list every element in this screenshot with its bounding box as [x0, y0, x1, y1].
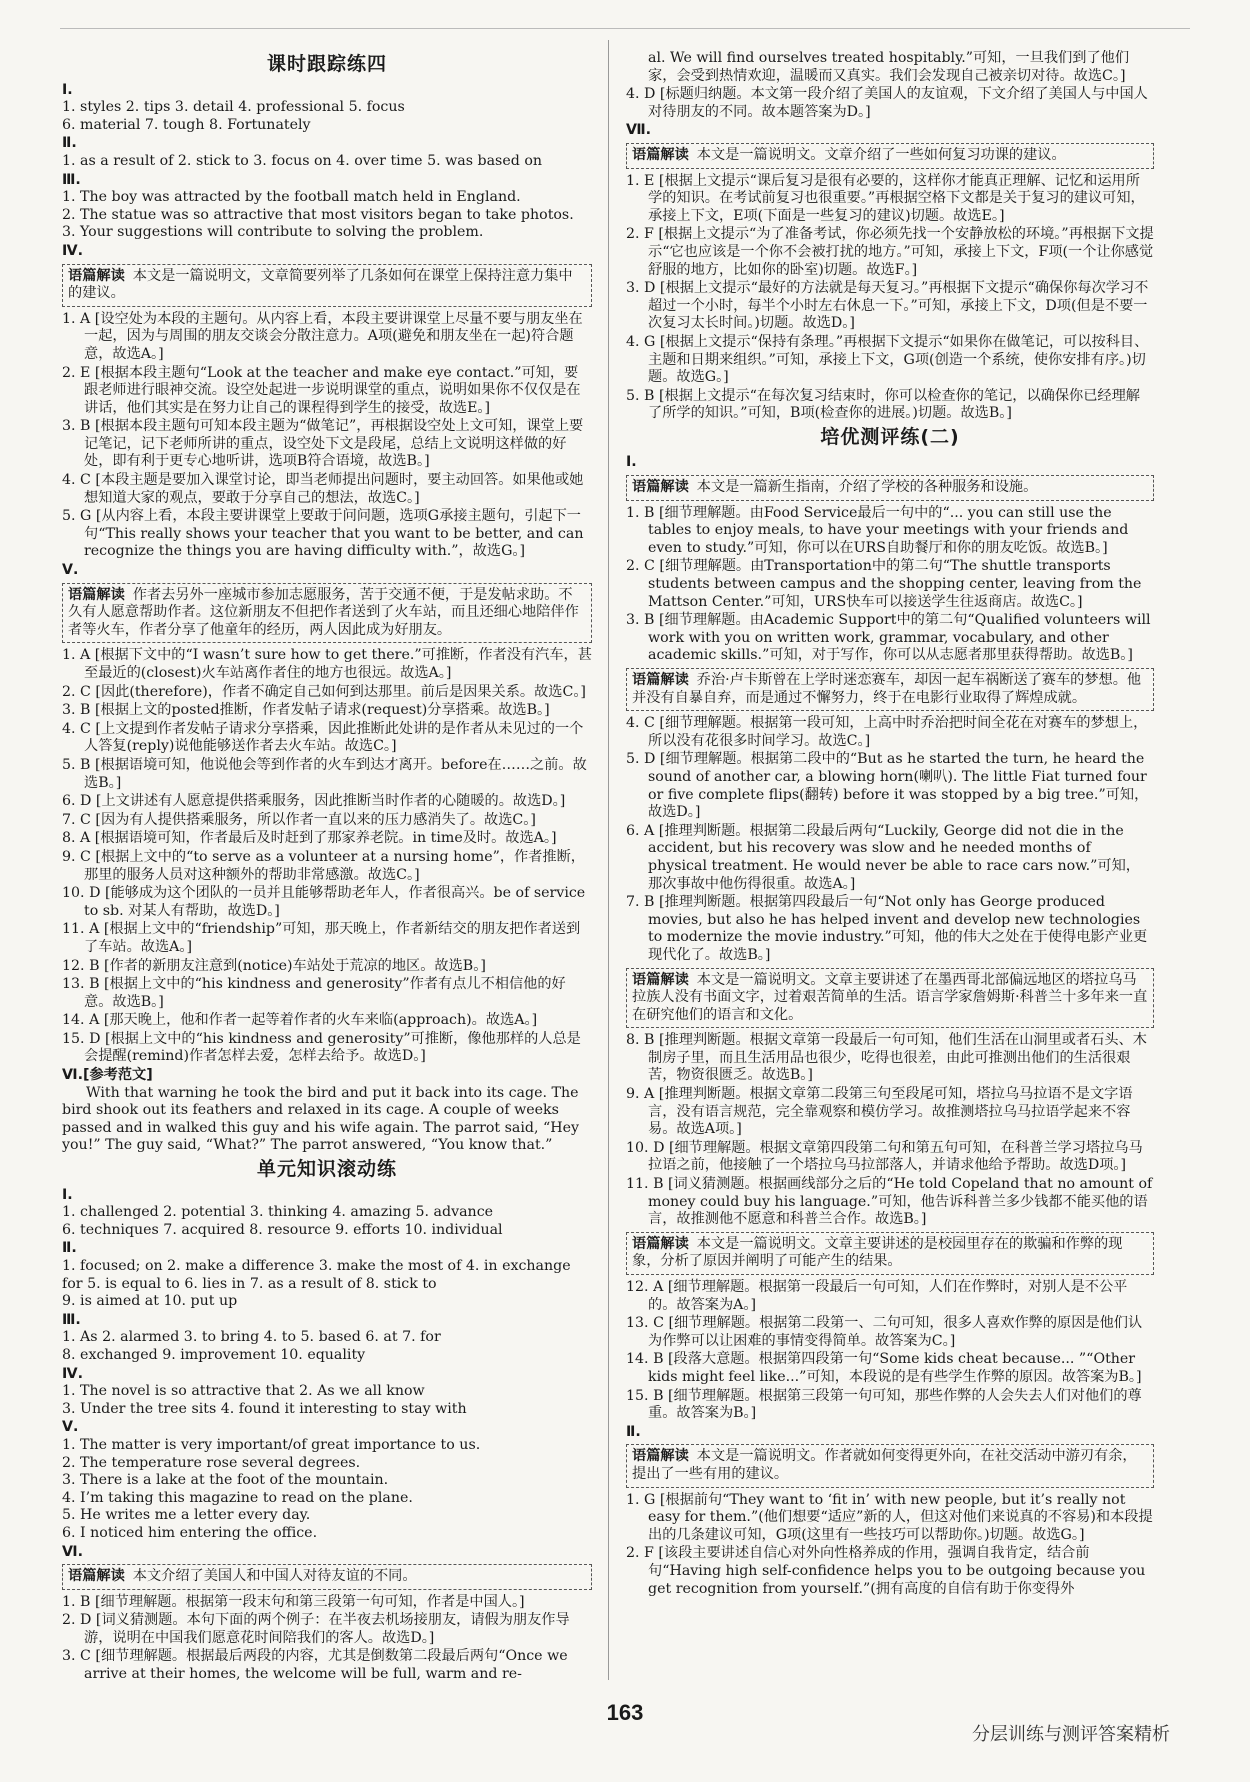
box-text: 乔治·卢卡斯曾在上学时迷恋赛车，却因一起车祸断送了赛车的梦想。他并没有自暴自弃，而是通过不懈努力，终于在电影行业取得了辉煌成就。: [632, 672, 1142, 706]
part-head: Ⅴ.: [62, 562, 79, 579]
box-text: 本文介绍了美国人和中国人对待友谊的不同。: [132, 1568, 417, 1585]
answer-item: 5. G [从内容上看，本段主要讲课堂上要敢于问问题，选项G承接主题句，引起下一句“This really shows your teacher that you want to be better, and can recognize the things you are having difficulty with.”，故选G。]: [62, 508, 584, 560]
answer-item: 3. B [细节理解题。由Academic Support中的第二句“Qualified volunteers will work with you on written work, grammar, vocabulary, and other academic skills.”可知，对于写作，你可以从志愿者那里获得帮助。故选B。]: [626, 612, 1151, 664]
passage-summary-box: [626, 475, 1154, 501]
box-label: 语篇解读: [632, 1235, 689, 1252]
passage-summary-box: [62, 583, 592, 644]
box-label: 语篇解读: [68, 586, 125, 603]
box-text: 本文是一篇说明文。文章主要讲述了在墨西哥北部偏远地区的塔拉乌马拉族人没有书面文字，过着艰苦简单的生活。语言学家詹姆斯·科普兰十多年来一直在研究他们的语言和文化。: [632, 971, 1148, 1023]
answer-item: 2. F [该段主要讲述自信心对外向性格养成的作用，强调自我肯定，结合前句“Having high self-confidence helps you to be outgoing because you get recognition from yourself.”(拥有高度的自信有助于你变得外: [626, 1545, 1146, 1597]
answer-item: 3. D [根据上文提示“最好的方法就是每天复习。”再根据下文提示“确保你每次学习不超过一个小时，每半个小时左右休息一下。”可知，承接上下文，D项(但是不要一次复习太长时间。)切题。故选D。]: [626, 280, 1149, 332]
answer-item: 1. B [细节理解题。根据第一段末句和第三段第一句可知，作者是中国人。]: [62, 1593, 525, 1610]
answer-line: 5. He writes me a letter every day.: [62, 1507, 311, 1524]
book-title: 分层训练与测评答案精析: [972, 1724, 1170, 1745]
answer-item: 14. A [那天晚上，他和作者一起等着作者的火车来临(approach)。故选A。]: [62, 1012, 538, 1029]
answer-line: 3. Under the tree sits 4. found it interesting to stay with: [62, 1400, 467, 1417]
box-label: 语篇解读: [68, 1568, 125, 1585]
part-head: Ⅲ.: [62, 171, 81, 188]
answer-item: 4. C [上文提到作者发帖子请求分享搭乘，因此推断此处讲的是作者从未见过的一个人答复(reply)说他能够送作者去火车站。故选C。]: [62, 720, 584, 755]
answer-line: 1. styles 2. tips 3. detail 4. professional 5. focus: [62, 99, 405, 116]
passage-summary-box: [626, 1232, 1154, 1275]
answer-line: 1. As 2. alarmed 3. to bring 4. to 5. based 6. at 7. for: [62, 1329, 441, 1346]
box-label: 语篇解读: [632, 672, 689, 688]
part-head: Ⅰ.: [62, 1186, 73, 1203]
passage-summary-box: [626, 1444, 1154, 1487]
answer-item: 4. C [本段主题是要加入课堂讨论，即当老师提出问题时，要主动回答。如果他或她想知道大家的观点，要敢于分享自己的想法，故选C。]: [62, 472, 584, 506]
box-label: 语篇解读: [68, 267, 125, 284]
answer-line: 1. challenged 2. potential 3. thinking 4. amazing 5. advance: [62, 1204, 494, 1221]
right-column: [626, 50, 1154, 1682]
answer-line: 6. techniques 7. acquired 8. resource 9. efforts 10. individual: [62, 1221, 503, 1238]
answer-item: 15. B [细节理解题。根据第三段第一句可知，那些作弊的人会失去人们对他们的尊重。故答案为B。]: [626, 1387, 1142, 1422]
answer-item: 2. C [因此(therefore)，作者不确定自己如何到达那里。前后是因果关系。故选C。]: [62, 683, 586, 700]
box-text: 本文是一篇说明文，文章简要列举了几条如何在课堂上保持注意力集中的建议。: [68, 267, 573, 302]
answer-line: 3. Your suggestions will contribute to solving the problem.: [62, 224, 484, 241]
answer-item: 10. D [细节理解题。根据文章第四段第二句和第五句可知，在科普兰学习塔拉乌马拉语之前，他接触了一个塔拉乌马拉部落人，并请求他给予帮助。故选D项。]: [626, 1139, 1143, 1174]
answer-line: 1. The boy was attracted by the football match held in England.: [62, 189, 521, 206]
answer-line: 1. The novel is so attractive that 2. As we all know: [62, 1383, 425, 1400]
answer-item: 8. B [推理判断题。根据文章第一段最后一句可知，他们生活在山洞里或者石头、木制房子里，而且生活用品也很少，吃得也很差，由此可推测出他们的生活很艰苦，物资很匮乏。故选B。]: [626, 1032, 1147, 1084]
answer-item: 1. A [根据下文中的“I wasn’t sure how to get there.”可推断，作者没有汽车，甚至最近的(closest)火车站离作者住的地方也很远。故选A。]: [62, 647, 592, 681]
passage-summary-box: [626, 968, 1154, 1029]
answer-line: 1. The matter is very important/of great importance to us.: [62, 1436, 481, 1453]
answer-line: 2. The statue was so attractive that most visitors began to take photos.: [62, 206, 574, 223]
answer-item: 8. A [根据语境可知，作者最后及时赶到了那家养老院。in time及时。故选A。]: [62, 830, 557, 847]
answer-item: 2. E [根据本段主题句“Look at the teacher and make eye contact.”可知，要跟老师进行眼神交流。设空处起进一步说明课堂的重点，说明如果你不仅仅是在讲话，他们其实是在努力让自己的课程得到学生的接受，故选E。]: [62, 364, 581, 416]
left-column: [62, 50, 592, 1682]
answer-line: 1. focused; on 2. make a difference 3. make the most of 4. in exchange for 5. is equal to 6. lies in 7. as a result of 8. stick to: [62, 1258, 571, 1292]
column-divider: [608, 40, 609, 1680]
part-head: Ⅰ.: [626, 454, 637, 471]
page-number: 163: [606, 1700, 644, 1725]
box-text: 本文是一篇说明文。文章介绍了一些如何复习功课的建议。: [696, 146, 1066, 163]
answer-item: 13. C [细节理解题。根据第二段第一、二句可知，很多人喜欢作弊的原因是他们认为作弊可以让困难的事情变得简单。故答案为C。]: [626, 1315, 1143, 1349]
part-number: Ⅵ.: [62, 1067, 83, 1084]
answer-line: 6. I noticed him entering the office.: [62, 1524, 318, 1541]
answer-line: 9. is aimed at 10. put up: [62, 1293, 238, 1310]
answer-line: 4. I’m taking this magazine to read on the plane.: [62, 1489, 413, 1506]
box-text: 本文是一篇说明文。文章主要讲述的是校园里存在的欺骗和作弊的现象，分析了原因并阐明了可能产生的结果。: [632, 1235, 1123, 1270]
answer-item: 14. B [段落大意题。根据第四段第一句“Some kids cheat because... ”“Other kids might feel like...”可知，本段说的是有些学生作弊的原因。故答案为B。]: [626, 1351, 1142, 1385]
answer-item: 9. A [推理判断题。根据文章第二段第三句至段尾可知，塔拉乌马拉语不是文字语言，没有语言规范，完全靠观察和模仿学习。故推测塔拉乌马拉语学起来不容易。故选A项。]: [626, 1086, 1133, 1138]
answer-item: 5. D [细节理解题。根据第二段中的“But as he started the turn, he heard the sound of another car, a blowing horn(喇叭). The little Fiat turned four or five complete flips(翻转) before it was stopped by a big tree.”可知，故选D。]: [626, 751, 1149, 821]
answer-item: 10. D [能够成为这个团队的一员并且能够帮助老年人，作者很高兴。be of service to sb. 对某人有帮助，故选D。]: [62, 885, 586, 919]
section-title-lesson4: 课时跟踪练四: [266, 53, 387, 75]
answer-item: 15. D [根据上文中的“his kindness and generosity”可推断，像他那样的人总是会提醒(remind)作者怎样去爱，怎样去给予。故选D。]: [62, 1030, 581, 1065]
reference-essay: With that warning he took the bird and put it back into its cage. The bird shook out its feathers and relaxed in its cage. A couple of weeks passed and in walked this guy and his wife again. The parrot said, “Hey you!” The guy said, “What?” The parrot answered, “You know that.”: [62, 1084, 580, 1154]
answer-item: 4. G [根据上文提示“保持有条理。”再根据下文提示“如果你在做笔记，可以按科目、主题和日期来组织。”可知，承接上下文，G项(创造一个系统，使你安排有序。)切题。故选G。]: [626, 333, 1149, 386]
answer-continuation: al. We will find ourselves treated hospitably.”可知，一旦我们到了他们家，会受到热情欢迎，温暖而又真实。我们会发现自己被亲切对待。故选C。]: [648, 50, 1130, 84]
answer-item: 6. D [上文讲述有人愿意提供搭乘服务，因此推断当时作者的心随暖的。故选D。]: [62, 793, 566, 810]
answer-item: 13. B [根据上文中的“his kindness and generosity”作者有点儿不相信他的好意。故选B。]: [62, 976, 566, 1010]
answer-item: 2. F [根据上文提示“为了准备考试，你必须先找一个安静放松的环境。”再根据下文提示“它也应该是一个你不会被打扰的地方。”可知，承接上下文，F项(一个让你感觉舒服的地方，比如你的卧室)切题。故选F。]: [626, 226, 1154, 278]
part-head: Ⅴ.: [62, 1419, 79, 1436]
answer-item: 1. B [细节理解题。由Food Service最后一句中的“... you can still use the tables to enjoy meals, to have your meetings with your friends and even to study.”可知，你可以在URS自助餐厅和你的朋友吃饭。故选B。]: [626, 504, 1129, 556]
part-head: Ⅳ.: [62, 242, 83, 259]
part-head: Ⅱ.: [626, 1423, 641, 1440]
box-label: 语篇解读: [632, 971, 689, 988]
answer-line: 8. exchanged 9. improvement 10. equality: [62, 1346, 366, 1363]
box-text: 作者去另外一座城市参加志愿服务，苦于交通不便，于是发帖求助。不久有人愿意帮助作者。这位新朋友不但把作者送到了火车站，而且还细心地陪伴作者等火车，作者分享了他童年的经历，两人因此成为好朋友。: [68, 586, 579, 638]
answer-line: 2. The temperature rose several degrees.: [62, 1454, 361, 1471]
box-label: 语篇解读: [632, 479, 689, 496]
section-title-excellence-test: 培优测评练(二): [820, 425, 960, 448]
part-head: [62, 1067, 592, 1085]
part-head: Ⅲ.: [62, 1311, 81, 1328]
passage-summary-box: [626, 668, 1154, 711]
answer-item: 2. C [细节理解题。由Transportation中的第二句“The shuttle transports students between campus and the shopping center, leaving from the Mattson Center.”可知，URS快车可以接送学生往返商店。故选C。]: [626, 558, 1142, 610]
answer-line: 3. There is a lake at the foot of the mountain.: [62, 1472, 389, 1489]
answer-line: 1. as a result of 2. stick to 3. focus on 4. over time 5. was based on: [62, 152, 542, 169]
box-text: 本文是一篇新生指南，介绍了学校的各种服务和设施。: [696, 479, 1038, 496]
answer-item: 6. A [推理判断题。根据第二段最后两句“Luckily, George did not die in the accident, but his recovery was slow and he needed months of physical treatment. He would never be able to race cars now.”可知，那次事故中他伤得很重。故选A。]: [626, 822, 1140, 892]
part-head: Ⅱ.: [62, 135, 77, 152]
answer-item: 3. B [根据上文的posted推断，作者发帖子请求(request)分享搭乘。故选B。]: [62, 702, 550, 719]
part-head: Ⅵ.: [62, 1543, 83, 1560]
answer-item: 1. E [根据上文提示“课后复习是很有必要的，这样你才能真正理解、记忆和运用所学的知识。在考试前复习也很重要。”再根据空格下文都是关于复习的建议可知，承接上下文，E项(下面是一些复习的建议)切题。故选E。]: [626, 172, 1145, 224]
box-label: 语篇解读: [632, 1448, 689, 1465]
part-head: Ⅱ.: [62, 1240, 77, 1257]
answer-item: 4. D [标题归纳题。本文第一段介绍了美国人的友谊观，下文介绍了美国人与中国人对待朋友的不同。故本题答案为D。]: [626, 86, 1148, 120]
answer-item: 7. B [推理判断题。根据第四段最后一句“Not only has George produced movies, but also he has helped invent and develop new technologies to modernize the movie industry.”可知，他的伟大之处在于使得电影产业更现代化了。故选B。]: [626, 894, 1148, 963]
reference-label: [参考范文]: [82, 1067, 153, 1084]
answer-item: 2. D [词义猜测题。本句下面的两个例子：在半夜去机场接朋友，请假为朋友作导游，说明在中国我们愿意花时间陪我们的客人。故选D。]: [62, 1612, 570, 1646]
box-text: 本文是一篇说明文。作者就如何变得更外向，在社交活动中游刃有余，提出了一些有用的建议。: [632, 1448, 1137, 1482]
answer-item: 9. C [根据上文中的“to serve as a volunteer at a nursing home”，作者推断，那里的服务人员对这种额外的帮助非常感激。故选C。]: [62, 848, 585, 883]
top-rule: [60, 28, 1190, 29]
section-title-unit-review: 单元知识滚动练: [256, 1158, 397, 1181]
answer-item: 3. C [细节理解题。根据最后两段的内容，尤其是倒数第二段最后两句“Once we arrive at their homes, the welcome will be full, warm and re-: [62, 1648, 568, 1682]
answer-item: 1. G [根据前句“They want to ‘fit in’ with new people, but it’s really not easy for them.”(他们想要“适应”新的人，但这对他们来说真的不容易)和本段提出的几条建议可知，G项(这里有一些技巧可以帮助你。)切题。故选G。]: [626, 1491, 1153, 1543]
answer-item: 11. B [词义猜测题。根据画线部分之后的“He told Copeland that no amount of money could buy his language.”可知，他告诉科普兰多少钱都不能买他的语言，故推测他不愿意和科普兰合作。故选B。]: [626, 1176, 1153, 1228]
part-head: Ⅳ.: [62, 1365, 83, 1382]
answer-item: 11. A [根据上文中的“friendship”可知，那天晚上，作者新结交的朋友把作者送到了车站。故选A。]: [62, 921, 581, 955]
answer-item: 5. B [根据上文提示“在每次复习结束时，你可以检查你的笔记，以确保你已经理解了所学的知识。”可知，B项(检查你的进展。)切题。故选B。]: [626, 387, 1140, 422]
answer-item: 4. C [细节理解题。根据第一段可知，上高中时乔治把时间全花在对赛车的梦想上，所以没有花很多时间学习。故选C。]: [626, 715, 1148, 749]
answer-item: 3. B [根据本段主题句可知本段主题为“做笔记”，再根据设空处上文可知，课堂上要记笔记，记下老师所讲的重点，设空处下文是段尾，总结上文说明这样做的好处，即有利于更专心地听讲，选项B符合语境，故选B。]: [62, 418, 584, 470]
answer-item: 12. B [作者的新朋友注意到(notice)车站处于荒凉的地区。故选B。]: [62, 957, 486, 974]
part-head: Ⅰ.: [62, 81, 73, 98]
answer-item: 5. B [根据语境可知，他说他会等到作者的火车到达才离开。before在……之前。故选B。]: [62, 756, 587, 791]
answer-item: 12. A [细节理解题。根据第一段最后一句可知，人们在作弊时，对别人是不公平的。故答案为A。]: [626, 1279, 1128, 1313]
answer-item: 1. A [设空处为本段的主题句。从内容上看，本段主要讲课堂上尽量不要与朋友坐在一起，因为与周围的朋友交谈会分散注意力。A项(避免和朋友坐在一起)符合题意，故选A。]: [62, 310, 583, 362]
passage-summary-box: [62, 264, 592, 307]
answer-item: 7. C [因为有人提供搭乘服务，所以作者一直以来的压力感消失了。故选C。]: [62, 811, 536, 828]
box-label: 语篇解读: [632, 146, 689, 163]
part-head: Ⅶ.: [626, 122, 652, 139]
passage-summary-box: [626, 143, 1154, 169]
answer-line: 6. material 7. tough 8. Fortunately: [62, 116, 311, 133]
passage-summary-box: [62, 1564, 592, 1590]
